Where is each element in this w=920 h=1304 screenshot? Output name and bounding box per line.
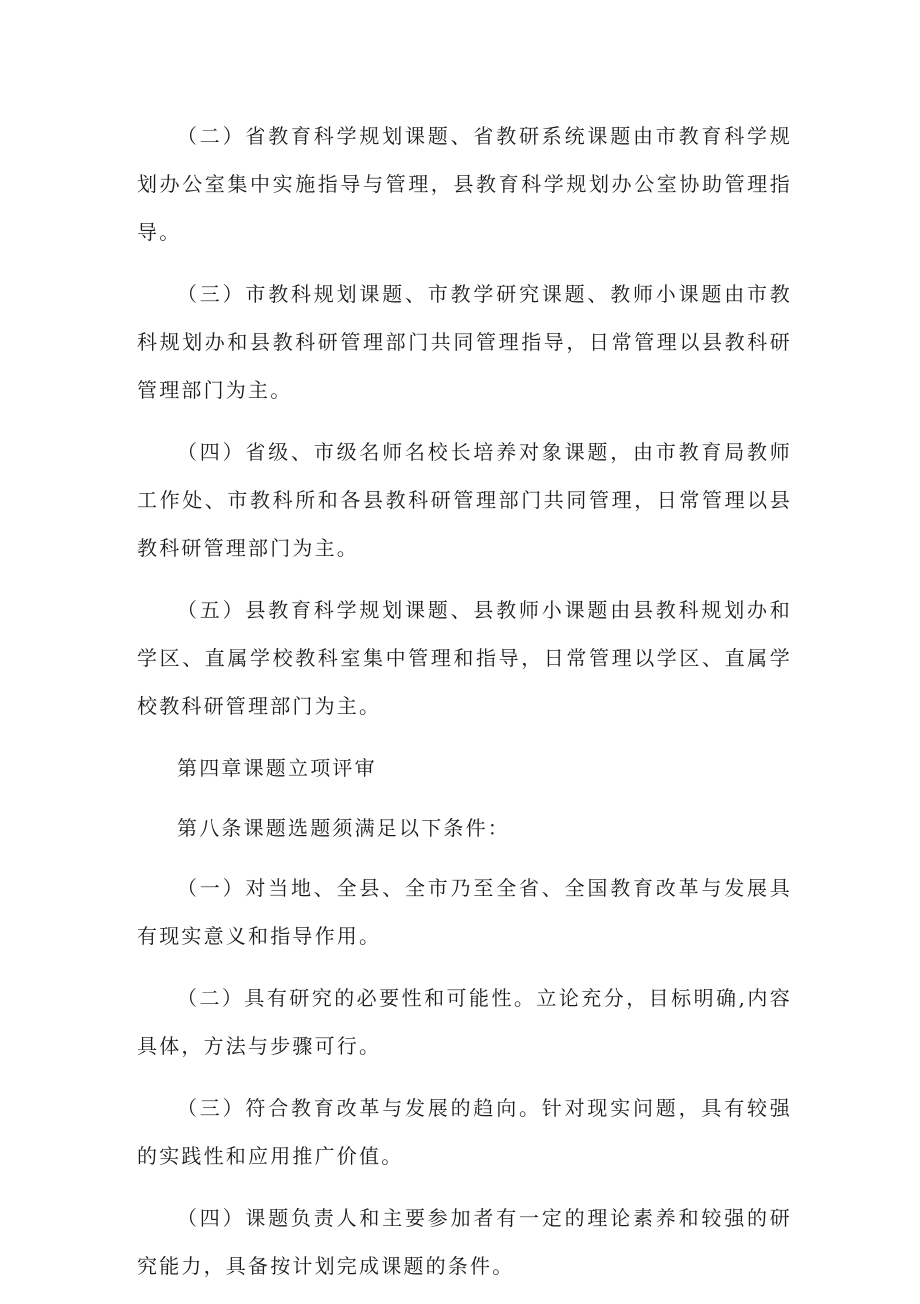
document-body [137,112,792,1304]
paragraph-item-4: （四）省级、市级名师名校长培养对象课题，由市教育局教师工作处、市教科所和各县教科研管理部门共同管理，日常管理以县教科研管理部门为主。 [137,440,792,560]
paragraph-item-5: （五）县教育科学规划课题、县教师小课题由县教科规划办和学区、直属学校教科室集中管理和指导，日常管理以学区、直属学校教科研管理部门为主。 [137,598,792,718]
chapter-heading: 第四章课题立项评审 [177,756,377,780]
condition-item-1: （一）对当地、全县、全市乃至全省、全国教育改革与发展具有现实意义和指导作用。 [137,876,792,948]
paragraph-item-3: （三）市教科规划课题、市教学研究课题、教师小课题由市教科规划办和县教科研管理部门共同管理指导，日常管理以县教科研管理部门为主。 [137,282,792,402]
paragraph-item-2: （二）省教育科学规划课题、省教研系统课题由市教育科学规划办公室集中实施指导与管理，县教育科学规划办公室协助管理指导。 [137,124,792,244]
condition-item-3: （三）符合教育改革与发展的趋向。针对现实问题，具有较强的实践性和应用推广价值。 [137,1096,792,1168]
condition-item-4: （四）课题负责人和主要参加者有一定的理论素养和较强的研究能力，具备按计划完成课题的条件。 [137,1206,792,1278]
article-heading: 第八条课题选题须满足以下条件： [177,816,510,840]
condition-item-2: （二）具有研究的必要性和可能性。立论充分，目标明确,内容具体，方法与步骤可行。 [137,986,792,1058]
